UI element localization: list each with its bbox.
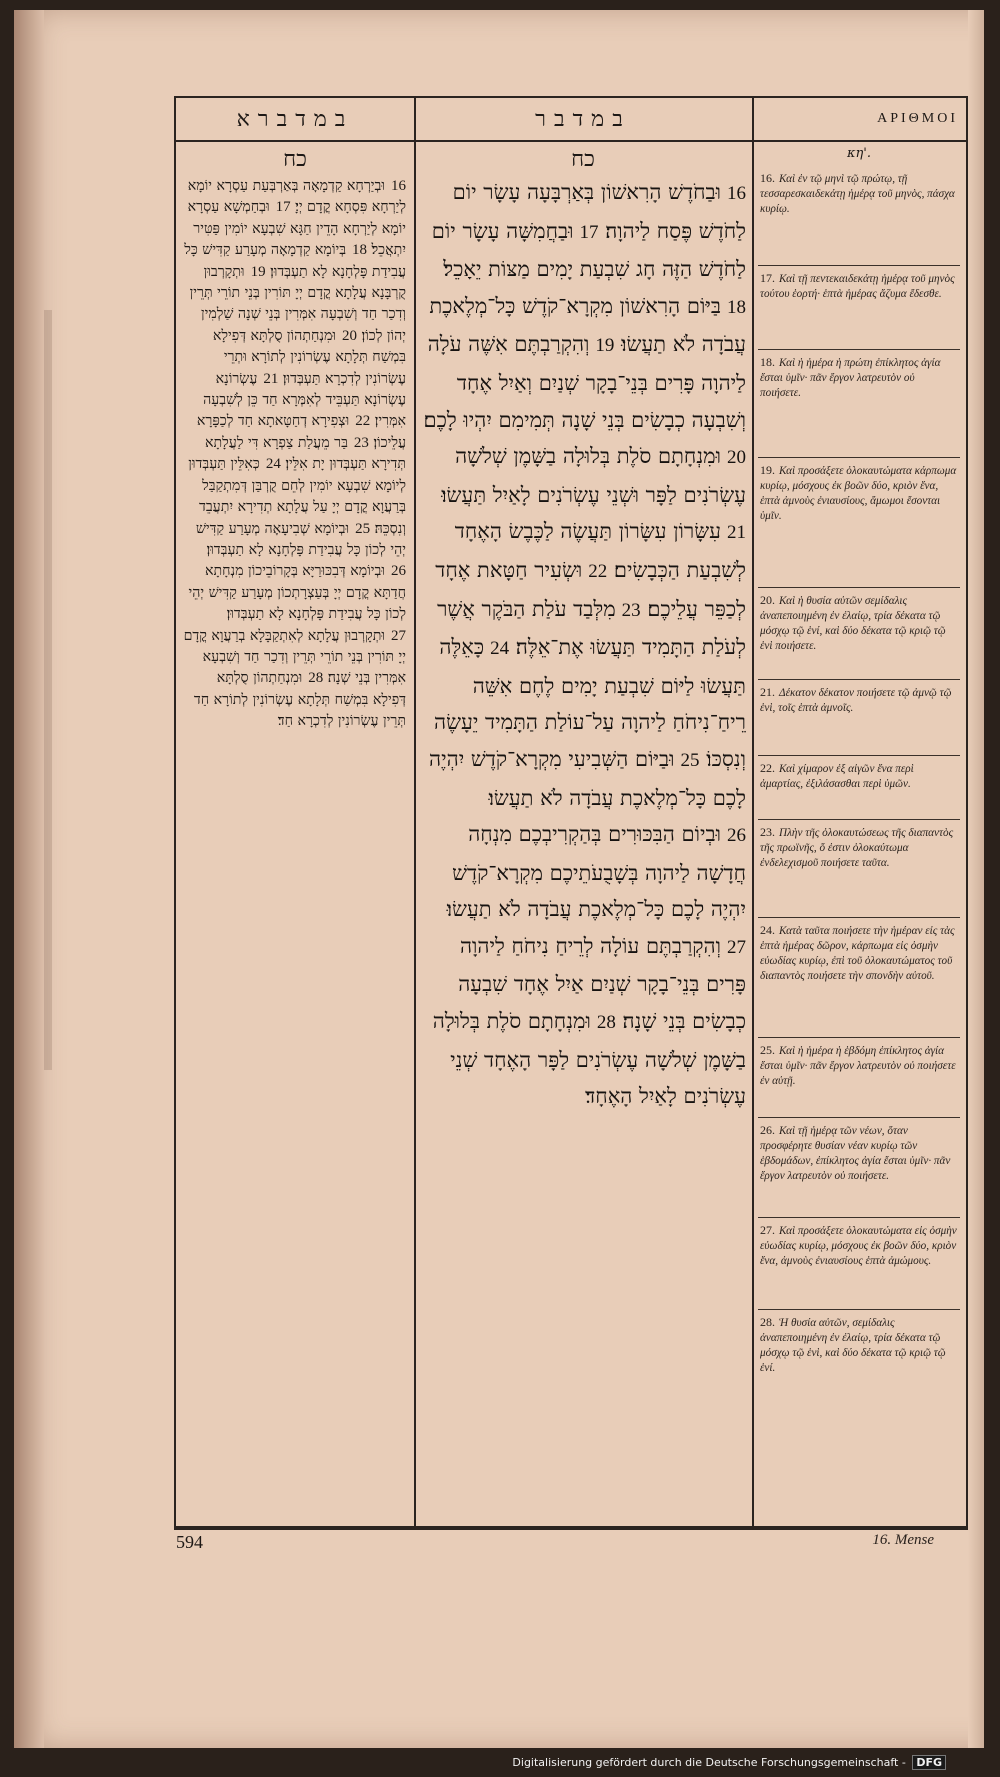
aramaic-verse-number: 25 [355,520,371,537]
hebrew-verse-text: וּמִנְחָתָם סֹלֶת בְּלוּלָה בַשָּׁמֶן שְׁלֹשָׁה עֶשְׂרֹנִים לַפָּר וּשְׁנֵי עֶשְׂרֹנִים לָאַיִל תַּעֲשׂוּ׃ [441,444,746,507]
hebrew-verse-text: כָּאֵלֶּה תַּעֲשׂוּ לַיּוֹם שִׁבְעַת יָמִים לֶחֶם אִשֵּׁה רֵיחַ־נִיחֹחַ לַיהוָה עַל־עוֹלַת הַתָּמִיד יֵעָשֶׂה וְנִסְכּוֹ׃ [434,635,746,771]
hebrew-verse-text: מִלְּבַד עֹלַת הַבֹּקֶר אֲשֶׁר לְעֹלַת הַתָּמִיד תַּעֲשׂוּ אֶת־אֵלֶּה׃ [437,596,746,660]
hebrew-verse-number: 23 [621,599,641,621]
aramaic-verse-number: 22 [355,413,371,430]
greek-verse-number: 18. [760,355,775,369]
greek-verse [760,825,958,871]
aramaic-verse [189,563,406,622]
greek-verse-text: Καὶ προσάξετε ὁλοκαυτώματα κάρπωμα κυρίῳ, μόσχους ἐκ βοῶν δύο, κριὸν ἕνα, ἑπτὰ ἀμνοὺς ἐνιαυσίους, ἄμωμοι ἔσονται ὑμῖν. [760,465,957,522]
hebrew-verse-number: 28 [596,1012,616,1034]
aramaic-verse-number: 24 [265,456,281,473]
greek-separator [758,755,960,756]
greek-text [752,163,966,1503]
aramaic-verse-text: כְּאִלֵּין תַּעְבְּדוּן לְיוֹמָא שִׁבְעָא יוֹמִין לְחֵם קֻרְבַּן דְּמִתְקַבַּל בְּרַעֲוָא קֳדָם יְיָ עַל עֲלָתָא תְדִירָא יִתְעֲבֵד וְנִסְכֵּהּ׃ [188,456,406,537]
hebrew-verse-number: 21 [727,522,746,544]
greek-separator [758,1309,960,1310]
greek-verse-text: Καὶ ἡ θυσία αὐτῶν σεμίδαλις ἀναπεποιημένη ἐν ἐλαίῳ, τρία δέκατα τῷ μόσχῳ τῷ ἑνί, καὶ δύο δέκατα τῷ κριῷ τῷ ἑνὶ ποιήσετε. [760,595,946,652]
greek-verse-text: Καὶ προσάξετε ὁλοκαυτώματα εἰς ὀσμὴν εὐωδίας κυρίῳ, μόσχους ἐκ βοῶν δύο, κριὸν ἕνα, ἀμνοὺς ἐνιαυσίους ἑπτὰ ἀμώμους. [760,1225,957,1267]
hebrew-verse [441,444,746,507]
greek-verse [760,355,958,401]
hebrew-verse-text: עִשָּׂרוֹן עִשָּׂרוֹן תַּעֲשֶׂה לַכֶּבֶשׂ הָאֶחָד לְשִׁבְעַת הַכְּבָשִׂים׃ [454,519,746,582]
greek-verse [760,271,958,302]
page-shadow [44,310,52,1070]
hebrew-verse-text: וּבַחֲמִשָּׁה עָשָׂר יוֹם לַחֹדֶשׁ הַזֶּה חָג שִׁבְעַת יָמִים מַצּוֹת יֵאָכֵל׃ [431,218,746,282]
aramaic-verse-number: 27 [391,627,406,644]
aramaic-verse-text: וּמִנְחַתְהוֹן סֻלְתָּא דְּפִילָא בִּמְשַׁח תְּלָתָא עֶשְׂרוֹנִין לְתוֹרָא וּתְרֵי עֶשְׂרוֹנִין לְדִכְרָא תַּעְבְּדוּן׃ [212,327,406,387]
aramaic-verse-number: 16 [391,178,406,194]
aramaic-verse-number: 28 [308,670,324,687]
greek-separator [758,457,960,458]
hebrew-verse-number: 19 [595,335,615,357]
page-footer [174,1532,964,1556]
aramaic-verse-number: 20 [342,327,358,344]
greek-verse-number: 17. [760,271,775,285]
hebrew-verse-number: 25 [680,749,700,771]
greek-verse [760,171,958,217]
greek-verse-number: 24. [760,923,775,937]
aramaic-verse-number: 21 [263,370,279,387]
greek-verse [760,1123,958,1184]
greek-verse-number: 23. [760,825,775,839]
aramaic-chapter-number: כח [283,147,307,172]
greek-header: ΑΡΙΘΜΟΙ [752,98,966,142]
greek-verse-text: Καὶ ἡ ἡμέρα ἡ ἑβδόμη ἐπίκλητος ἁγία ἔσται ὑμῖν· πᾶν ἔργον λατρευτὸν οὐ ποιήσετε ἐν αὐτῇ. [760,1045,956,1087]
hebrew-verse-text: בַּיּוֹם הָרִאשׁוֹן מִקְרָא־קֹדֶשׁ כָּל־מְלֶאכֶת עֲבֹדָה לֹא תַעֲשׂוּ׃ [429,293,746,357]
greek-verse-text: Δέκατον δέκατον ποιήσετε τῷ ἀμνῷ τῷ ἑνὶ, τοῖς ἑπτὰ ἀμνοῖς. [760,687,952,714]
aramaic-verse-text: בְּיוֹמָא קַדְמָאָה מְעָרַע קַדִּישׁ כָּל עֲבִידַת פָּלְחָנָא לָא תַעְבְּדוּן׃ [184,242,406,280]
credit-text: Digitalisierung gefördert durch die Deutsche Forschungsgemeinschaft - [512,1756,906,1769]
greek-verse-number: 28. [760,1315,775,1329]
hebrew-verse-number: 20 [727,447,746,469]
greek-verse-text: Καὶ τῇ ἡμέρᾳ τῶν νέων, ὅταν προσφέρητε θυσίαν νέαν κυρίῳ τῶν ἑβδομάδων, ἐπίκλητος ἁγία ἔσται ὑμῖν· πᾶν ἔργον λατρευτὸν οὐ ποιήσετε. [760,1125,951,1182]
hebrew-verse-text: וּבְיוֹם הַבִּכּוּרִים בְּהַקְרִיבְכֶם מִנְחָה חֲדָשָׁה לַיהוָה בְּשָׁבֻעֹתֵיכֶם מִקְרָא־קֹדֶשׁ יִהְיֶה לָכֶם כָּל־מְלֶאכֶת עֲבֹדָה לֹא תַעֲשׂוּ׃ [446,822,746,922]
aramaic-verse-text: וּצְפִירָא דְחַטָּאתָא חַד לְכַפָּרָא עֲלֵיכוֹן׃ [196,413,406,451]
hebrew-text [414,174,752,1115]
page-gutter [14,10,44,1748]
aramaic-text [176,174,414,733]
greek-verse-number: 16. [760,171,775,185]
greek-verse [760,1315,958,1376]
hebrew-verse-text: וּבַיּוֹם הַשְּׁבִיעִי מִקְרָא־קֹדֶשׁ יִהְיֶה לָכֶם כָּל־מְלֶאכֶת עֲבֹדָה לֹא תַעֲשׂוּ׃ [429,746,746,810]
greek-verse-text: Κατὰ ταῦτα ποιήσετε τὴν ἡμέραν εἰς τὰς ἑπτὰ ἡμέρας δῶρον, κάρπωμα εἰς ὀσμὴν εὐωδίας κυρίῳ, ἐπὶ τοῦ ὁλοκαυτώματος τοῦ διαπαντὸς ποιήσετε τὴν σπονδὴν αὐτοῦ. [760,925,955,982]
aramaic-verse-number: 17 [275,199,291,216]
aramaic-header: במדברא [176,98,414,142]
greek-verse-text: Ἡ θυσία αὐτῶν, σεμίδαλις ἀναπεποιημένη ἐν ἐλαίῳ, τρία δέκατα τῷ μόσχῳ τῷ ἑνὶ, καὶ δύο δέκατα τῷ κριῷ τῷ ἑνί. [760,1317,946,1374]
page-number: 594 [176,1532,203,1552]
greek-verse-number: 21. [760,685,775,699]
greek-verse [760,761,958,792]
greek-verse-number: 25. [760,1043,775,1057]
hebrew-chapter-number: כח [571,147,595,172]
greek-verse-text: Καὶ τῇ πεντεκαιδεκάτῃ ἡμέρᾳ τοῦ μηνὸς τούτου ἑορτή· ἑπτὰ ἡμέρας ἄζυμα ἔδεσθε. [760,273,955,300]
greek-verse-number: 27. [760,1223,775,1237]
aramaic-verse-number: 19 [250,263,266,280]
hebrew-verse-number: 26 [727,825,746,847]
greek-verse-number: 20. [760,593,775,607]
aramaic-verse-number: 18 [352,242,368,259]
dfg-logo: DFG [912,1755,946,1770]
greek-separator [758,265,960,266]
greek-verse [760,685,958,716]
aramaic-verse-text: וּמִנְחַתְהוֹן סֻלְתָּא דְּפִילָא בִּמְשַׁח תְּלָתָא עֶשְׂרוֹנִין לְתוֹרָא חַד תְּרֵין עֶשְׂרוֹנִין לְדִכְרָא חַד׃ [193,670,406,730]
greek-separator [758,917,960,918]
greek-column [752,98,966,1526]
greek-verse [760,1223,958,1269]
greek-separator [758,679,960,680]
aramaic-verse-text: בַּר מֵעֲלַת צַפְרָא דִּי לַעֲלָתָא תְּדִירָא תַּעְבְּדוּן יָת אִלֵּין׃ [204,434,406,473]
bottom-rule [174,1528,968,1530]
hebrew-column [414,98,754,1526]
greek-verse-number: 22. [760,761,775,775]
aramaic-verse-number: 26 [391,563,406,580]
aramaic-verse-text: עֶשְׂרוֹנָא עֶשְׂרוֹנָא תַּעְבֵּיד לְאִמְּרָא חַד כֵּן לְשִׁבְעָה אִמְּרִין׃ [203,370,406,430]
greek-verse-number: 19. [760,463,775,477]
greek-verse [760,923,958,984]
greek-separator [758,587,960,588]
greek-verse-text: Πλὴν τῆς ὁλοκαυτώσεως τῆς διαπαντὸς τῆς πρωϊνῆς, ὅ ἐστιν ὁλοκαύτωμα ἐνδελεχισμοῦ ποιήσετε ταῦτα. [760,827,954,869]
hebrew-verse [447,822,746,921]
page-edge [968,10,984,1748]
aramaic-column [176,98,416,1526]
hebrew-verse-number: 17 [579,221,599,243]
aramaic-verse-text: וּתְקָרְבוּן קֻרְבָּנָא עֲלָתָא קֳדָם יְיָ תּוֹרִין בְּנֵי תוֹרֵי תְּרֵין וְדִכַר חַד וְשִׁבְעָה אִמְּרִין בְּנֵי שְׁנָה שַׁלְמִין יְהוֹן לְכוֹן׃ [189,263,406,344]
hebrew-verse-text: וּשְׂעִיר חַטָּאת אֶחָד לְכַפֵּר עֲלֵיכֶם׃ [435,557,746,621]
greek-separator [758,819,960,820]
greek-verse [760,463,958,524]
hebrew-verse-number: 22 [588,560,608,582]
catchword: 16. Mense [872,1532,934,1548]
hebrew-verse-number: 16 [727,183,746,204]
greek-verse-text: Καὶ χίμαρον ἐξ αἰγῶν ἕνα περὶ ἁμαρτίας, ἐξιλάσασθαι περὶ ὑμῶν. [760,763,914,790]
greek-verse [760,1043,958,1089]
hebrew-verse-text: וְהִקְרַבְתֶּם עוֹלָה לְרֵיחַ נִיחֹחַ לַיהוָה פָּרִים בְּנֵי־בָקָר שְׁנַיִם אַיִל אֶחָד שִׁבְעָה כְבָשִׂים בְּנֵי שָׁנָה׃ [458,933,746,1034]
greek-verse-text: Καὶ ἐν τῷ μηνὶ τῷ πρώτῳ, τῇ τεσσαρεσκαιδεκάτῃ ἡμέρᾳ τοῦ μηνὸς, πάσχα κυρίῳ. [760,173,955,215]
digitization-credit [512,1755,946,1770]
hebrew-header: במדבר [414,98,752,142]
greek-chapter-number: κη'. [846,146,872,161]
aramaic-verse-text: וּבְיַרְחָא קַדְמָאָה בְּאַרְבְּעַת עַסְרָא יוֹמָא לְיַרְחָא פִּסְחָא קֳדָם יְיָ׃ [187,178,406,216]
hebrew-verse-text: וּבַחֹדֶשׁ הָרִאשׁוֹן בְּאַרְבָּעָה עָשָׂר יוֹם לַחֹדֶשׁ פֶּסַח לַיהוָה׃ [452,180,746,243]
hebrew-verse-text: וְהִקְרַבְתֶּם אִשֶּׁה עֹלָה לַיהוָה פָּרִים בְּנֵי־בָקָר שְׁנַיִם וְאַיִל אֶחָד וְשִׁבְעָה כְבָשִׂים בְּנֵי שָׁנָה תְּמִימִם יִהְיוּ לָכֶם׃ [423,332,746,432]
hebrew-verse-text: וּמִנְחָתָם סֹלֶת בְּלוּלָה בַשָּׁמֶן שְׁלֹשָׁה עֶשְׂרֹנִים לַפָּר הָאֶחָד שְׁנֵי עֶשְׂרֹנִים לָאַיִל הָאֶחָד׃ [432,1009,746,1109]
aramaic-verse-number: 23 [353,434,369,451]
greek-verse [760,593,958,654]
aramaic-verse-text: וּתְקָרְבוּן עֲלָתָא לְאִתְקַבָּלָא בְרַעֲוָא קֳדָם יְיָ תּוֹרִין בְּנֵי תוֹרֵי תְּרֵין וְדִכַר חַד וְשִׁבְעָא אִמְּרִין בְּנֵי שְׁנָה׃ [183,627,406,687]
hebrew-verse-number: 27 [727,936,746,958]
greek-separator [758,1217,960,1218]
hebrew-verse [429,747,746,810]
greek-separator [758,1037,960,1038]
hebrew-verse-number: 18 [727,296,746,318]
aramaic-verse-text: וּבְיוֹמָא שְׁבִיעָאָה מְעָרַע קַדִּישׁ יְהֵי לְכוֹן כָּל עֲבִידַת פָּלְחָנָא לָא תַעְבְּדוּן׃ [195,520,406,558]
hebrew-verse-number: 24 [490,638,510,660]
greek-verse-number: 26. [760,1123,775,1137]
greek-separator [758,1117,960,1118]
aramaic-verse-text: וּבְחַמְשָׁא עַסְרָא יוֹמָא לְיַרְחָא הָדֵין חַגָּא שִׁבְעָא יוֹמִין פַּטִּיר יִתְאֲכֵל׃ [187,199,406,259]
aramaic-verse-text: וּבְיוֹמָא דְּבִכּוּרַיָּא בְּקָרוֹבֵיכוֹן מִנְחָתָא חֲדַתָּא קֳדָם יְיָ בְּעַצְרָתְכוֹן מְעָרַע קַדִּישׁ יְהֵי לְכוֹן כָּל עֲבִידַת פָּלְחָנָא לָא תַעְבְּדוּן׃ [188,563,406,623]
text-frame [174,96,968,1528]
greek-separator [758,349,960,350]
greek-verse-text: Καὶ ἡ ἡμέρα ἡ πρώτη ἐπίκλητος ἁγία ἔσται ὑμῖν· πᾶν ἔργον λατρευτὸν οὐ ποιήσετε. [760,357,941,399]
